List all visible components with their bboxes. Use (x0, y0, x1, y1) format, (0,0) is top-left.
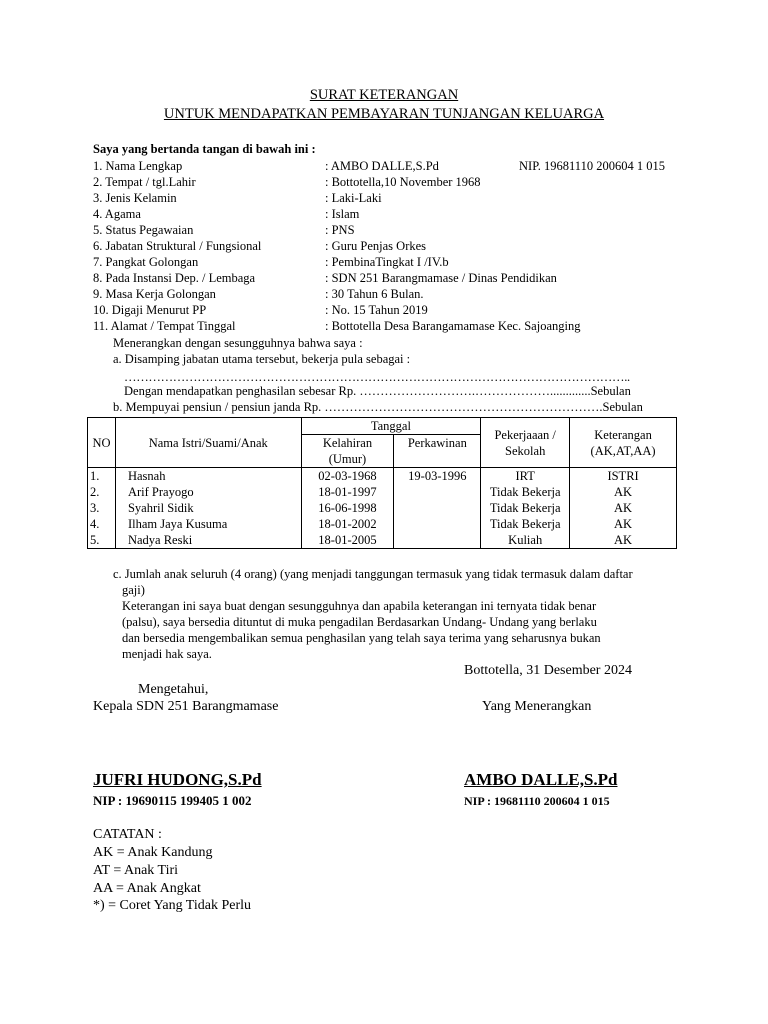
cell-name: Ilham Jaya Kusuma (115, 516, 301, 532)
cell-name: Syahril Sidik (115, 500, 301, 516)
cell-lahir: 16-06-1998 (301, 500, 394, 516)
field-value: : Laki-Laki (325, 191, 382, 205)
cell-ket: ISTRI (570, 468, 677, 485)
header-keterangan: Keterangan (AK,AT,AA) (570, 418, 677, 468)
cell-name: Nadya Reski (115, 532, 301, 549)
paragraph-c-line: (palsu), saya bersedia dituntut di muka pengadilan Berdasarkan Undang- Undang yang berlaku (122, 615, 597, 629)
right-signer-name: AMBO DALLE,S.Pd (464, 770, 618, 789)
field-label: 3. Jenis Kelamin (93, 191, 177, 205)
table-row (88, 532, 677, 549)
field-label: 6. Jabatan Struktural / Fungsional (93, 239, 262, 253)
cell-ket: AK (570, 500, 677, 516)
paragraph-c-line: dan bersedia mengembalikan semua penghasilan yang telah saya terima yang seharusnya bukan (122, 631, 601, 645)
cell-lahir: 18-01-1997 (301, 484, 394, 500)
field-value: : PembinaTingkat I /IV.b (325, 255, 449, 269)
cell-no: 3. (88, 500, 116, 516)
field-value: : 30 Tahun 6 Bulan. (325, 287, 424, 301)
cell-name: Arif Prayogo (115, 484, 301, 500)
cell-no: 4. (88, 516, 116, 532)
note-item: AT = Anak Tiri (93, 863, 179, 878)
cell-lahir: 18-01-2005 (301, 532, 394, 549)
cell-kerja: Tidak Bekerja (481, 516, 570, 532)
field-value: : PNS (325, 223, 355, 237)
field-label: 1. Nama Lengkap (93, 159, 183, 173)
cell-no: 1. (88, 468, 116, 485)
field-label: 7. Pangkat Golongan (93, 255, 199, 269)
field-label: 9. Masa Kerja Golongan (93, 287, 216, 301)
header-tanggal: Tanggal (301, 418, 481, 435)
statement-b: b. Mempuyai pensiun / pensiun janda Rp. ………………………………………………………….Sebulan (113, 400, 643, 414)
header-umur-label: (Umur) (328, 452, 367, 466)
cell-kerja: Kuliah (481, 532, 570, 549)
header-no: NO (88, 418, 116, 468)
field-label: 10. Digaji Menurut PP (93, 303, 207, 317)
field-value: : SDN 251 Barangmamase / Dinas Pendidikan (325, 271, 557, 285)
note-item: AA = Anak Angkat (93, 881, 201, 896)
field-value: : No. 15 Tahun 2019 (325, 303, 428, 317)
note-item: *) = Coret Yang Tidak Perlu (93, 898, 252, 913)
cell-no: 2. (88, 484, 116, 500)
left-signer-nip: NIP : 19690115 199405 1 002 (93, 793, 252, 808)
document-title: SURAT KETERANGAN (309, 87, 459, 103)
family-table (87, 417, 677, 549)
cell-name: Hasnah (115, 468, 301, 485)
place-date: Bottotella, 31 Desember 2024 (464, 663, 632, 678)
header-perkawinan: Perkawinan (394, 435, 481, 468)
cell-kawin (394, 532, 481, 549)
table-row (88, 516, 677, 532)
notes-title: CATATAN : (93, 827, 162, 842)
cell-no: 5. (88, 532, 116, 549)
statement-income: Dengan mendapatkan penghasilan sebesar Rp. ……………………….……………….............Sebulan (124, 384, 631, 398)
field-value: : Bottotella Desa Barangamamase Kec. Sajoanging (325, 319, 581, 333)
field-value: : AMBO DALLE,S.Pd (325, 159, 439, 173)
note-item: AK = Anak Kandung (93, 845, 213, 860)
field-value: : Bottotella,10 November 1968 (325, 175, 481, 189)
field-label: 8. Pada Instansi Dep. / Lembaga (93, 271, 256, 285)
intro-text: Saya yang bertanda tangan di bawah ini : (93, 142, 316, 156)
cell-ket: AK (570, 516, 677, 532)
statement-dots: …………………………………………………………………………………………………………….. (124, 370, 630, 384)
statement-a: a. Disamping jabatan utama tersebut, bekerja pula sebagai : (113, 352, 411, 366)
paragraph-c-line: Keterangan ini saya buat dengan sesungguhnya dan apabila keterangan ini ternyata tidak benar (122, 599, 597, 613)
left-signer-title: Kepala SDN 251 Barangmamase (93, 699, 279, 714)
document-subtitle: UNTUK MENDAPATKAN PEMBAYARAN TUNJANGAN KELUARGA (163, 106, 605, 122)
paragraph-c-line: c. Jumlah anak seluruh (4 orang) (yang menjadi tanggungan termasuk yang tidak termasuk dalam daftar (113, 567, 633, 581)
header-kelahiran (301, 435, 394, 468)
field-label: 11. Alamat / Tempat Tinggal (93, 319, 236, 333)
cell-kawin (394, 484, 481, 500)
field-nip: NIP. 19681110 200604 1 015 (519, 159, 665, 173)
header-pekerjaan: Pekerjaaan / Sekolah (481, 418, 570, 468)
field-label: 2. Tempat / tgl.Lahir (93, 175, 196, 189)
field-value: : Guru Penjas Orkes (325, 239, 427, 253)
header-name: Nama Istri/Suami/Anak (115, 418, 301, 468)
left-signer-name: JUFRI HUDONG,S.Pd (93, 770, 262, 789)
statement-intro: Menerangkan dengan sesungguhnya bahwa saya : (113, 336, 363, 350)
table-row (88, 468, 677, 485)
table-row (88, 484, 677, 500)
right-signer-title: Yang Menerangkan (482, 699, 592, 714)
header-kelahiran-label: Kelahiran (322, 436, 373, 450)
mengetahui-label: Mengetahui, (138, 682, 209, 697)
cell-kerja: IRT (481, 468, 570, 485)
right-signer-nip: NIP : 19681110 200604 1 015 (464, 794, 610, 808)
cell-kerja: Tidak Bekerja (481, 500, 570, 516)
field-label: 5. Status Pegawaian (93, 223, 194, 237)
cell-kawin (394, 516, 481, 532)
cell-ket: AK (570, 532, 677, 549)
field-value: : Islam (325, 207, 360, 221)
field-label: 4. Agama (93, 207, 141, 221)
paragraph-c-line: gaji) (122, 583, 145, 597)
paragraph-c-line: menjadi hak saya. (122, 647, 212, 661)
cell-ket: AK (570, 484, 677, 500)
table-row (88, 500, 677, 516)
cell-kawin: 19-03-1996 (394, 468, 481, 485)
cell-lahir: 02-03-1968 (301, 468, 394, 485)
cell-lahir: 18-01-2002 (301, 516, 394, 532)
cell-kerja: Tidak Bekerja (481, 484, 570, 500)
cell-kawin (394, 500, 481, 516)
